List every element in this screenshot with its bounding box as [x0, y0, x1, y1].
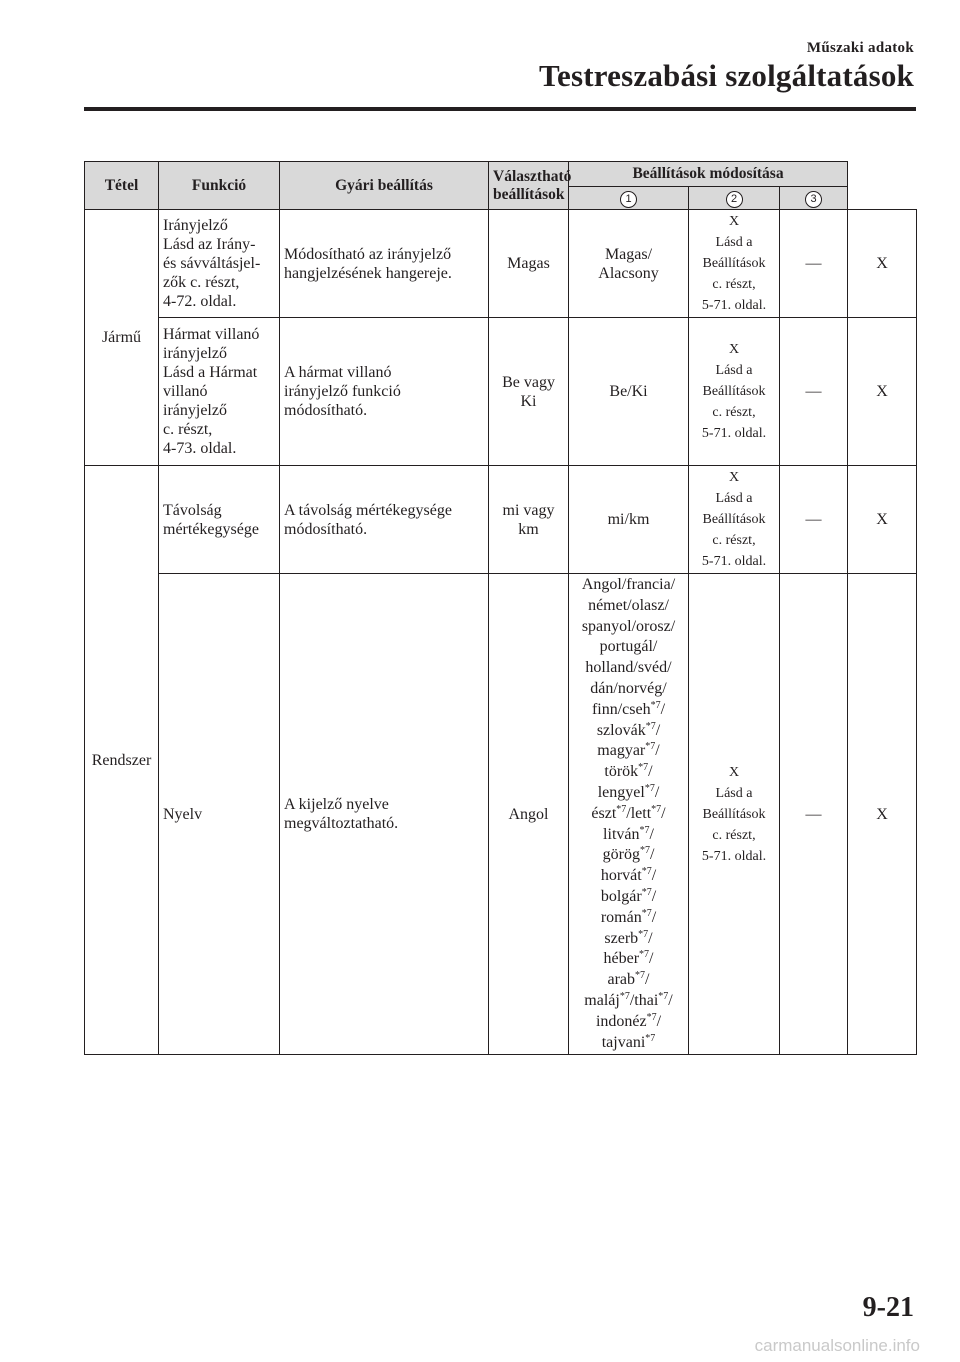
footnote-marker: *7	[645, 1032, 656, 1044]
item-cell: Távolság mértékegysége	[159, 466, 280, 574]
footnote-marker: *7	[639, 949, 650, 961]
header-default	[280, 162, 489, 210]
footnote-marker: *7	[645, 720, 656, 732]
method-1-cell: X Lásd a Beállítások c. részt, 5-71. oldal.	[689, 574, 780, 1055]
method-1-cell: X Lásd a Beállítások c. részt, 5-71. oldal.	[689, 466, 780, 574]
language-line: Angol/francia/	[581, 576, 676, 593]
language-line: horvát$^{*7}$/	[600, 866, 657, 885]
page-title: Testreszabási szolgáltatások	[538, 58, 914, 93]
language-line: német/olasz/	[588, 596, 669, 614]
function-cell: A hármat villanó irányjelző funkció módosítható.	[280, 318, 489, 466]
group-cell-system: Rendszer	[85, 466, 159, 1055]
footnote-marker: *7	[635, 970, 646, 982]
default-cell: Magas	[489, 210, 569, 318]
selectable-cell: mi/km	[569, 466, 689, 574]
table-row	[85, 574, 917, 1055]
method-2-cell: —	[780, 318, 848, 466]
language-line: héber$^{*7}$/	[603, 949, 654, 968]
language-line: finn/cseh$^{*7}$/	[591, 699, 666, 718]
language-line: török$^{*7}$/	[604, 762, 653, 781]
watermark: carmanualsonline.info	[754, 1336, 920, 1355]
language-line: spanyol/orosz/	[581, 617, 676, 635]
selectable-cell: Be/Ki	[569, 318, 689, 466]
language-line: dán/norvég/	[590, 679, 667, 697]
method-2-cell: —	[780, 210, 848, 318]
footnote-marker: *7	[641, 907, 652, 919]
language-line: lengyel$^{*7}$/	[597, 782, 660, 801]
language-line: arab$^{*7}$/	[607, 970, 650, 989]
selectable-cell: Magas/ Alacsony	[569, 210, 689, 318]
method-1-badge: 1	[620, 191, 637, 208]
item-cell: Nyelv	[159, 574, 280, 1055]
group-cell-vehicle: Jármű	[85, 210, 159, 466]
function-cell: A kijelző nyelve megváltoztatható.	[280, 574, 489, 1055]
language-line: görög$^{*7}$/	[602, 845, 655, 864]
footnote-marker: *7	[646, 1011, 657, 1023]
header-selectable	[489, 162, 572, 210]
footnote-marker: *7	[616, 803, 627, 815]
language-line: szerb$^{*7}$/	[604, 928, 653, 947]
header-method-3	[780, 187, 848, 210]
method-3-cell: X	[848, 210, 917, 318]
language-list-cell	[569, 574, 689, 1055]
method-3-badge: 3	[805, 191, 822, 208]
default-cell: mi vagy km	[489, 466, 569, 574]
header-function: Funkció	[159, 162, 280, 210]
customization-table	[84, 161, 917, 1055]
header-rule	[84, 107, 916, 111]
footnote-marker: *7	[641, 886, 652, 898]
page-number: 9-21	[862, 1292, 914, 1323]
header-method-1	[569, 187, 689, 210]
method-3-cell: X	[848, 318, 917, 466]
footnote-marker: *7	[638, 762, 649, 774]
language-line: maláj$^{*7}$/thai$^{*7}$/	[584, 990, 673, 1009]
footnote-marker: *7	[639, 845, 650, 857]
footnote-marker: *7	[641, 866, 652, 878]
footnote-marker: *7	[645, 741, 656, 753]
language-line: román$^{*7}$/	[600, 907, 657, 926]
method-2-cell: —	[780, 574, 848, 1055]
language-line: indonéz$^{*7}$/	[595, 1011, 662, 1030]
language-line: bolgár$^{*7}$/	[600, 886, 657, 905]
header-method-2	[689, 187, 780, 210]
footnote-marker: *7	[638, 928, 649, 940]
language-line: szlovák$^{*7}$/	[596, 720, 661, 739]
table-row	[85, 210, 917, 318]
footnote-marker: *7	[639, 824, 650, 836]
language-line: litván$^{*7}$/	[603, 824, 654, 843]
table-row	[85, 466, 917, 574]
function-cell: A távolság mértékegysége módosítható.	[280, 466, 489, 574]
item-cell: Irányjelző Lásd az Irány- és sávváltásjel- zők c. részt, 4-72. oldal.	[159, 210, 280, 318]
default-cell: Be vagy Ki	[489, 318, 569, 466]
method-1-cell: X Lásd a Beállítások c. részt, 5-71. oldal.	[689, 318, 780, 466]
method-1-cell: X Lásd a Beállítások c. részt, 5-71. oldal.	[689, 210, 780, 318]
header-change: Beállítások módosítása	[569, 162, 848, 187]
footnote-marker: *7	[658, 990, 669, 1002]
header-selectable-text: Választható beállítások	[493, 167, 572, 203]
language-line: észt$^{*7}$/lett$^{*7}$/	[591, 803, 666, 822]
footnote-marker: *7	[651, 803, 662, 815]
method-2-badge: 2	[726, 191, 743, 208]
function-cell: Módosítható az irányjelző hangjelzésének hangereje.	[280, 210, 489, 318]
language-line: holland/svéd/	[585, 659, 672, 677]
table-row	[85, 318, 917, 466]
language-line: portugál/	[599, 638, 658, 656]
item-cell: Hármat villanó irányjelző Lásd a Hármat villanó irányjelző c. részt, 4-73. oldal.	[159, 318, 280, 466]
header-item: Tétel	[85, 162, 159, 210]
language-line: tajvani$^{*7}$	[601, 1032, 656, 1051]
header-section: Műszaki adatok	[806, 40, 914, 56]
method-2-cell: —	[780, 466, 848, 574]
method-3-cell: X	[848, 466, 917, 574]
footnote-marker: *7	[619, 990, 630, 1002]
default-cell: Angol	[489, 574, 569, 1055]
method-3-cell: X	[848, 574, 917, 1055]
footnote-marker: *7	[650, 699, 661, 711]
footnote-marker: *7	[644, 782, 655, 794]
language-line: magyar$^{*7}$/	[597, 741, 660, 760]
header-default-text: Gyári beállítás	[335, 176, 433, 194]
